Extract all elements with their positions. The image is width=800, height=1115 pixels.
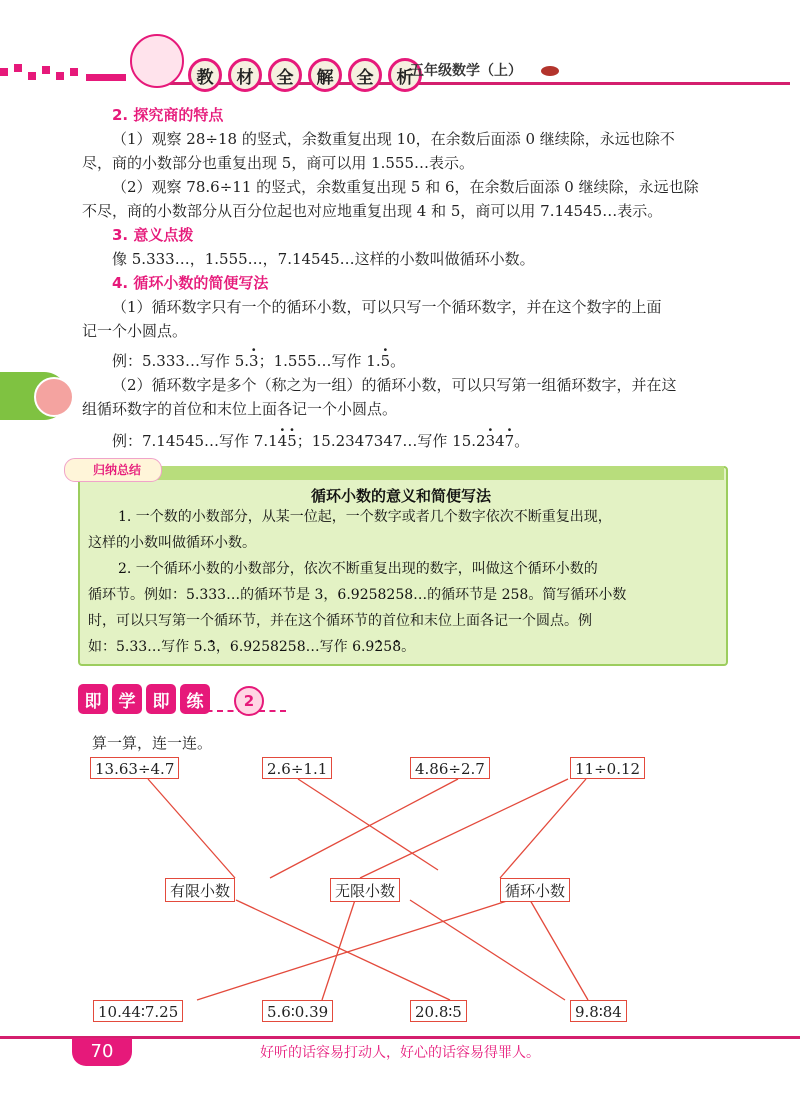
example-text: ；15.2347347…写作 15.2 [296, 432, 486, 450]
summary-line: 这样的小数叫做循环小数。 [88, 535, 256, 551]
summary-text: 。 [401, 639, 416, 655]
summary-text: ，6.9258258…写作 6.9 [215, 639, 375, 655]
example-text: 例：5.333…写作 5. [112, 352, 250, 370]
expression-box: 2.6÷1.1 [262, 757, 332, 779]
paragraph-line: （2）循环数字是多个（称之为一组）的循环小数，可以只写第一组循环数字，并在这 [112, 376, 677, 394]
repeating-digit: · 4 [278, 432, 288, 450]
example-text: 。 [390, 352, 406, 370]
section-heading-3: 3. 意义点拨 [112, 226, 194, 244]
header-title-char: 教 [188, 58, 222, 92]
category-box: 有限小数 [165, 878, 235, 902]
repeating-digit: · 3 [486, 432, 496, 450]
practice-title-char: 即 [146, 684, 176, 714]
paragraph-line: 记一个小圆点。 [82, 322, 188, 340]
summary-label: 归纳总结 [64, 458, 162, 482]
header-title-char: 析 [388, 58, 422, 92]
section-heading-2: 2. 探究商的特点 [112, 106, 224, 124]
practice-number: 2 [234, 686, 264, 716]
header-title-char: 解 [308, 58, 342, 92]
summary-line: 时，可以只写第一个循环节，并在这个循环节的首位和末位上面各记一个圆点。例 [88, 613, 592, 629]
summary-line: 循环节。例如：5.333…的循环节是 3，6.9258258…的循环节是 258。简写循环小数 [88, 587, 627, 603]
summary-text: 5 [383, 639, 393, 655]
example-text: 例：7.14545…写作 7.1 [112, 432, 278, 450]
practice-title-char: 学 [112, 684, 142, 714]
ratio-box: 10.44∶7.25 [93, 1000, 183, 1022]
summary-title: 循环小数的意义和简便写法 [310, 487, 491, 505]
header-title-char: 材 [228, 58, 262, 92]
repeating-digit: · 2 [374, 639, 383, 655]
repeating-digit: · 3 [249, 352, 259, 370]
page-number: 70 [72, 1038, 132, 1066]
summary-line: 1. 一个数的小数部分，从某一位起，一个数字或者几个数字依次不断重复出现， [118, 509, 612, 525]
repeating-digit: · 5 [287, 432, 297, 450]
summary-line: 2. 一个循环小数的小数部分，依次不断重复出现的数字，叫做这个循环小数的 [118, 561, 598, 577]
category-box: 循环小数 [500, 878, 570, 902]
ratio-box: 20.8∶5 [410, 1000, 467, 1022]
example-text: 。 [514, 432, 530, 450]
example-text: ；1.555…写作 1. [258, 352, 381, 370]
section-heading-4: 4. 循环小数的简便写法 [112, 274, 269, 292]
practice-instruction: 算一算，连一连。 [92, 734, 213, 752]
category-box: 无限小数 [330, 878, 400, 902]
paragraph-line: （2）观察 78.6÷11 的竖式，余数重复出现 5 和 6，在余数后面添 0 继续除，永远也除 [112, 178, 699, 196]
header-subtitle: 五年级数学（上） [410, 63, 522, 79]
repeating-digit: · 3 [207, 639, 216, 655]
paragraph-line: （1）观察 28÷18 的竖式，余数重复出现 10，在余数后面添 0 继续除，永远也除不 [112, 130, 675, 148]
repeating-digit: · 7 [505, 432, 515, 450]
header-title-char: 全 [268, 58, 302, 92]
repeating-digit: · 5 [381, 352, 391, 370]
paragraph-line: 尽，商的小数部分也重复出现 5，商可以用 1.555…表示。 [82, 154, 475, 172]
expression-box: 13.63÷4.7 [90, 757, 179, 779]
example-text: 4 [495, 432, 505, 450]
practice-title-char: 练 [180, 684, 210, 714]
paragraph-line: 不尽，商的小数部分从百分位起也对应地重复出现 4 和 5，商可以用 7.14545…表示。 [82, 202, 663, 220]
ratio-box: 5.6∶0.39 [262, 1000, 333, 1022]
expression-box: 4.86÷2.7 [410, 757, 490, 779]
ratio-box: 9.8∶84 [570, 1000, 627, 1022]
expression-box: 11÷0.12 [570, 757, 645, 779]
header-title-char: 全 [348, 58, 382, 92]
paragraph-line: 像 5.333…，1.555…，7.14545…这样的小数叫做循环小数。 [112, 250, 535, 268]
footer-quote: 好听的话容易打动人，好心的话容易得罪人。 [260, 1045, 540, 1061]
paragraph-line: 组循环数字的首位和末位上面各记一个小圆点。 [82, 400, 398, 418]
paragraph-line: （1）循环数字只有一个的循环小数，可以只写一个循环数字，并在这个数字的上面 [112, 298, 662, 316]
repeating-digit: · 8 [392, 639, 401, 655]
summary-text: 如：5.33…写作 5. [88, 639, 207, 655]
practice-title-char: 即 [78, 684, 108, 714]
